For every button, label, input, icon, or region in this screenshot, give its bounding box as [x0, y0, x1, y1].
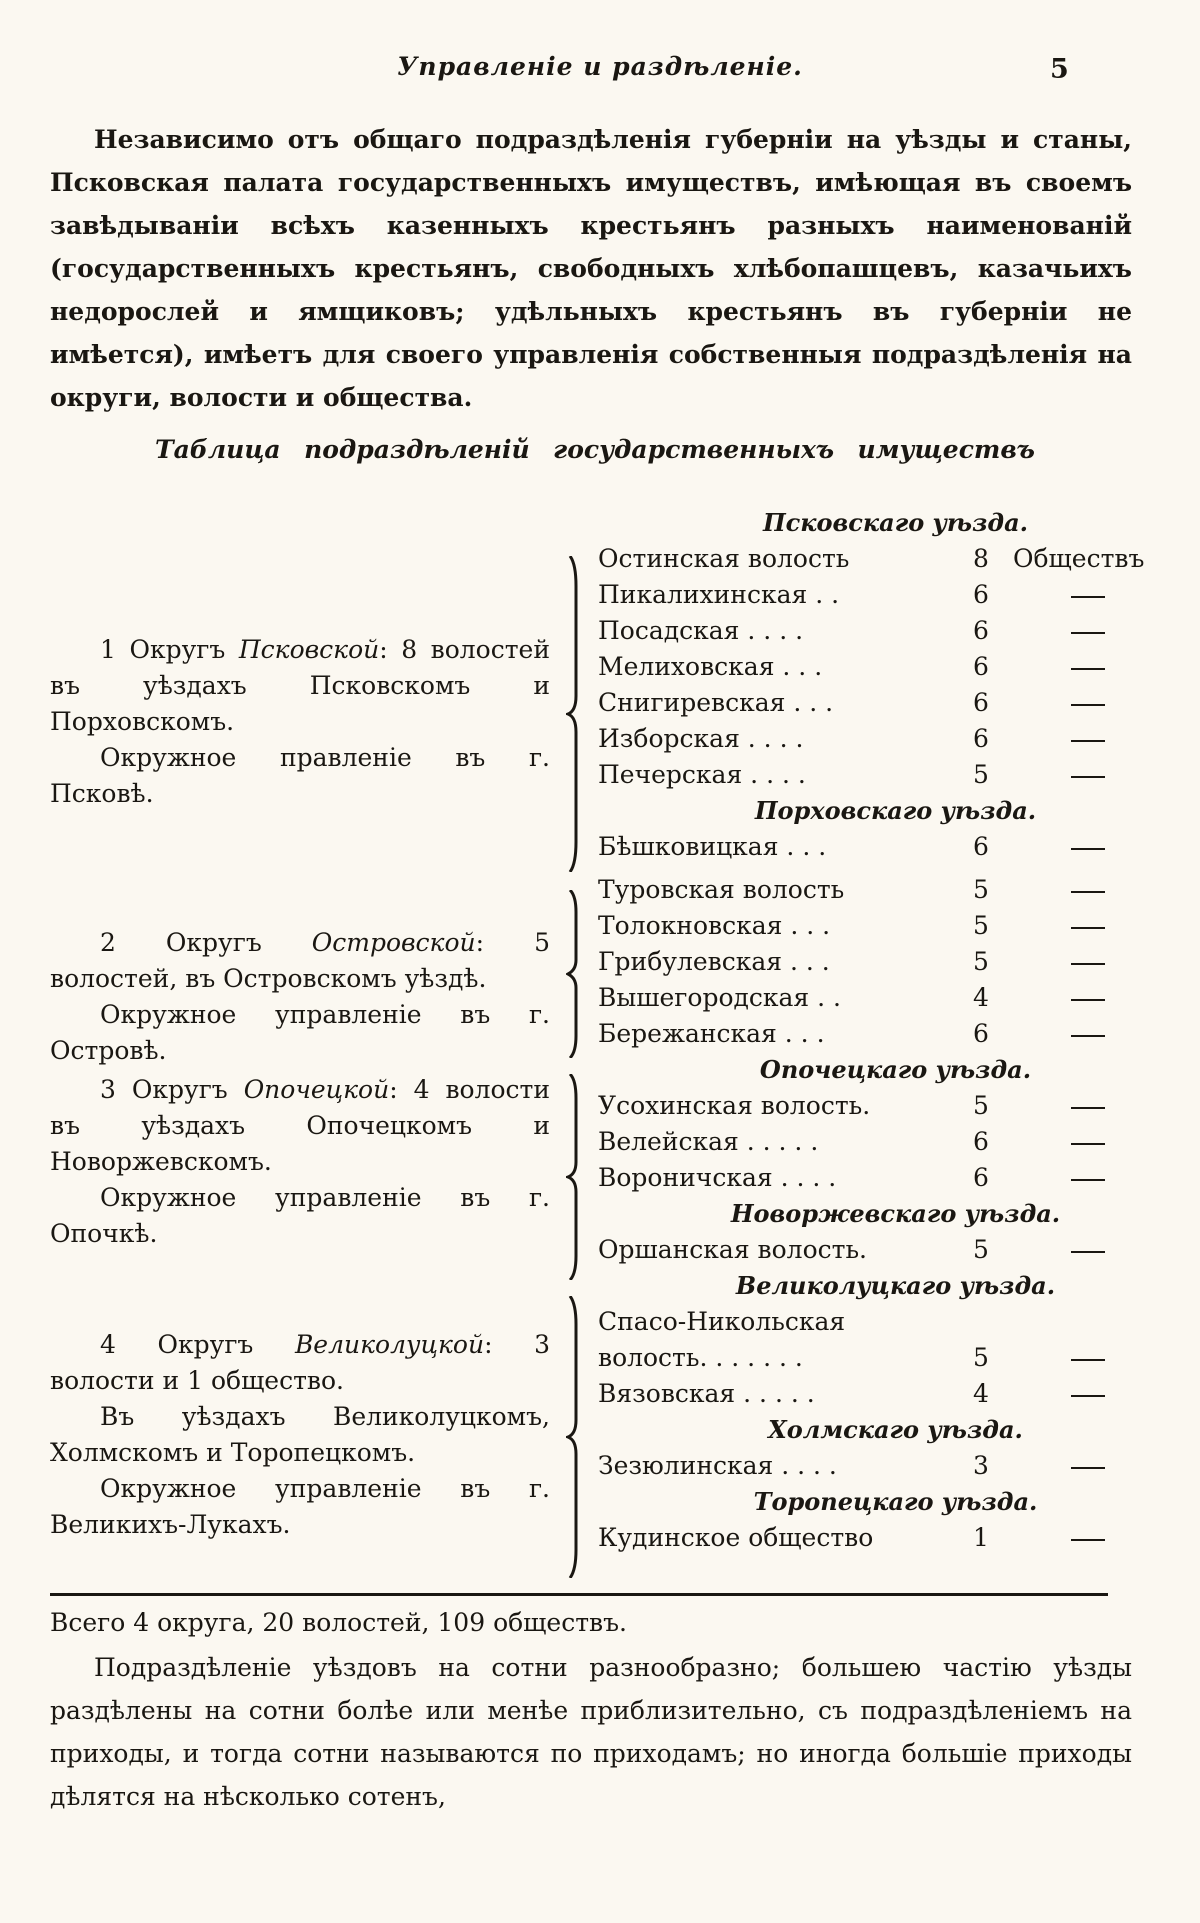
- ditto-dash: [1071, 740, 1105, 742]
- ditto-dash: [1071, 1179, 1105, 1181]
- table-row: волость. . . . . . . 5: [598, 1340, 1153, 1376]
- table-caption-word: государственныхъ: [553, 435, 835, 464]
- district-name: Островской: [311, 928, 476, 957]
- district-heading: 1 Округъ Псковской: 8 волостей въ уѣздахъ Псковскомъ и Порховскомъ.: [50, 635, 551, 736]
- brace-district-3: [566, 1074, 578, 1280]
- table-row: Снигиревская . . . 6: [598, 685, 1153, 721]
- table-caption-word: подраздѣленій: [304, 435, 530, 464]
- district-administration: Окружное правленіе въ г. Псковѣ.: [50, 743, 550, 808]
- table-row: Кудинское общество 1: [598, 1520, 1153, 1556]
- table-row: Вышегородская . . 4: [598, 980, 1153, 1016]
- ditto-dash: [1071, 963, 1105, 965]
- ditto-dash: [1071, 1107, 1105, 1109]
- ditto-dash: [1071, 1395, 1105, 1397]
- district-extra: Въ уѣздахъ Великолуцкомъ, Холмскомъ и Торопецкомъ.: [50, 1402, 550, 1467]
- table-row: Посадская . . . . 6: [598, 613, 1153, 649]
- table-row: Изборская . . . . 6: [598, 721, 1153, 757]
- uezd-heading: Холмскаго уѣзда.: [768, 1415, 1023, 1444]
- ditto-dash: [1071, 668, 1105, 670]
- uezd-heading: Новоржевскаго уѣзда.: [730, 1199, 1061, 1228]
- brace-district-1: [566, 556, 578, 872]
- intro-paragraph: Независимо отъ общаго подраздѣленія губерніи на уѣзды и станы, Псковская палата государственныхъ имуществъ, имѣющая въ своемъ завѣдываніи всѣхъ казенныхъ крестьянъ разныхъ наименованій (государственныхъ крестьянъ, свободныхъ хлѣбопашцевъ, казачьихъ недорослей и ямщиковъ; удѣльныхъ крестьянъ въ губерніи не имѣется), имѣетъ для своего управленія собственныя подраздѣленія на округи, волости и общества.: [50, 125, 1132, 412]
- ditto-dash: [1071, 704, 1105, 706]
- table-row: Мелиховская . . . 6: [598, 649, 1153, 685]
- district-3: [50, 1072, 550, 1252]
- ditto-dash: [1071, 1359, 1105, 1361]
- district-name: Опочецкой: [243, 1075, 390, 1104]
- volost-table: [598, 505, 1153, 1556]
- ditto-dash: [1071, 848, 1105, 850]
- table-caption-word: Таблица: [155, 435, 281, 464]
- brace-district-2: [566, 890, 578, 1058]
- table-row: Вороничская . . . . 6: [598, 1160, 1153, 1196]
- ditto-dash: [1071, 927, 1105, 929]
- table-row: Вязовская . . . . . 4: [598, 1376, 1153, 1412]
- ditto-dash: [1071, 999, 1105, 1001]
- table-caption-word: имуществъ: [857, 435, 1035, 464]
- ditto-dash: [1071, 1539, 1105, 1541]
- closing-paragraph: Подраздѣленіе уѣздовъ на сотни разнообразно; большею частію уѣзды раздѣлены на сотни болѣе или менѣе приблизительно, съ подраздѣленіемъ на приходы, и тогда сотни называются по приходамъ; но иногда большіе приходы дѣлятся на нѣсколько сотенъ,: [50, 1653, 1132, 1811]
- table-row: Остинская волость 8 Обществъ: [598, 541, 1153, 577]
- ditto-dash: [1071, 632, 1105, 634]
- table-row: Бѣшковицкая . . . 6: [598, 829, 1153, 865]
- district-2: [50, 925, 550, 1069]
- uezd-heading: Псковскаго уѣзда.: [762, 508, 1029, 537]
- uezd-heading: Опочецкаго уѣзда.: [759, 1055, 1032, 1084]
- uezd-heading: Порховскаго уѣзда.: [754, 796, 1037, 825]
- brace-district-4: [566, 1296, 578, 1578]
- ditto-dash: [1071, 1467, 1105, 1469]
- district-1: [50, 632, 550, 812]
- ditto-dash: [1071, 1251, 1105, 1253]
- uezd-heading: Торопецкаго уѣзда.: [753, 1487, 1038, 1516]
- table-row: Усохинская волость. 5: [598, 1088, 1153, 1124]
- running-title: Управленіе и раздѣленіе.: [397, 52, 803, 81]
- district-heading: 2 Округъ Островской: 5 волостей, въ Островскомъ уѣздѣ.: [50, 928, 550, 993]
- table-caption: [155, 435, 1035, 464]
- district-heading: 4 Округъ Великолуцкой: 3 волости и 1 общество.: [50, 1330, 550, 1395]
- table-bottom-rule: [50, 1593, 1108, 1596]
- table-row: Пикалихинская . . 6: [598, 577, 1153, 613]
- unit-label: Обществъ: [1013, 544, 1145, 573]
- table-row: Спасо-Никольская: [598, 1307, 846, 1336]
- table-row: Печерская . . . . 5: [598, 757, 1153, 793]
- ditto-dash: [1071, 891, 1105, 893]
- district-heading: 3 Округъ Опочецкой: 4 волости въ уѣздахъ Опочецкомъ и Новоржевскомъ.: [50, 1075, 551, 1176]
- district-administration: Окружное управленіе въ г. Опочкѣ.: [50, 1183, 550, 1248]
- table-row: Грибулевская . . . 5: [598, 944, 1153, 980]
- ditto-dash: [1071, 1143, 1105, 1145]
- district-name: Великолуцкой: [294, 1330, 485, 1359]
- table-row: Зезюлинская . . . . 3: [598, 1448, 1153, 1484]
- district-administration: Окружное управленіе въ г. Великихъ-Лукахъ.: [50, 1474, 550, 1539]
- table-row: Толокновская . . . 5: [598, 908, 1153, 944]
- total-line: Всего 4 округа, 20 волостей, 109 обществъ.: [50, 1608, 627, 1637]
- district-4: [50, 1327, 550, 1543]
- ditto-dash: [1071, 1035, 1105, 1037]
- district-administration: Окружное управленіе въ г. Островѣ.: [50, 1000, 550, 1065]
- page-number: 5: [1050, 54, 1069, 85]
- table-row: Бережанская . . . 6: [598, 1016, 1153, 1052]
- table-row: Оршанская волость. 5: [598, 1232, 1153, 1268]
- table-row: Туровская волость 5: [598, 872, 1153, 908]
- district-name: Псковской: [238, 635, 380, 664]
- ditto-dash: [1071, 596, 1105, 598]
- uezd-heading: Великолуцкаго уѣзда.: [735, 1271, 1056, 1300]
- ditto-dash: [1071, 776, 1105, 778]
- table-row: Велейская . . . . . 6: [598, 1124, 1153, 1160]
